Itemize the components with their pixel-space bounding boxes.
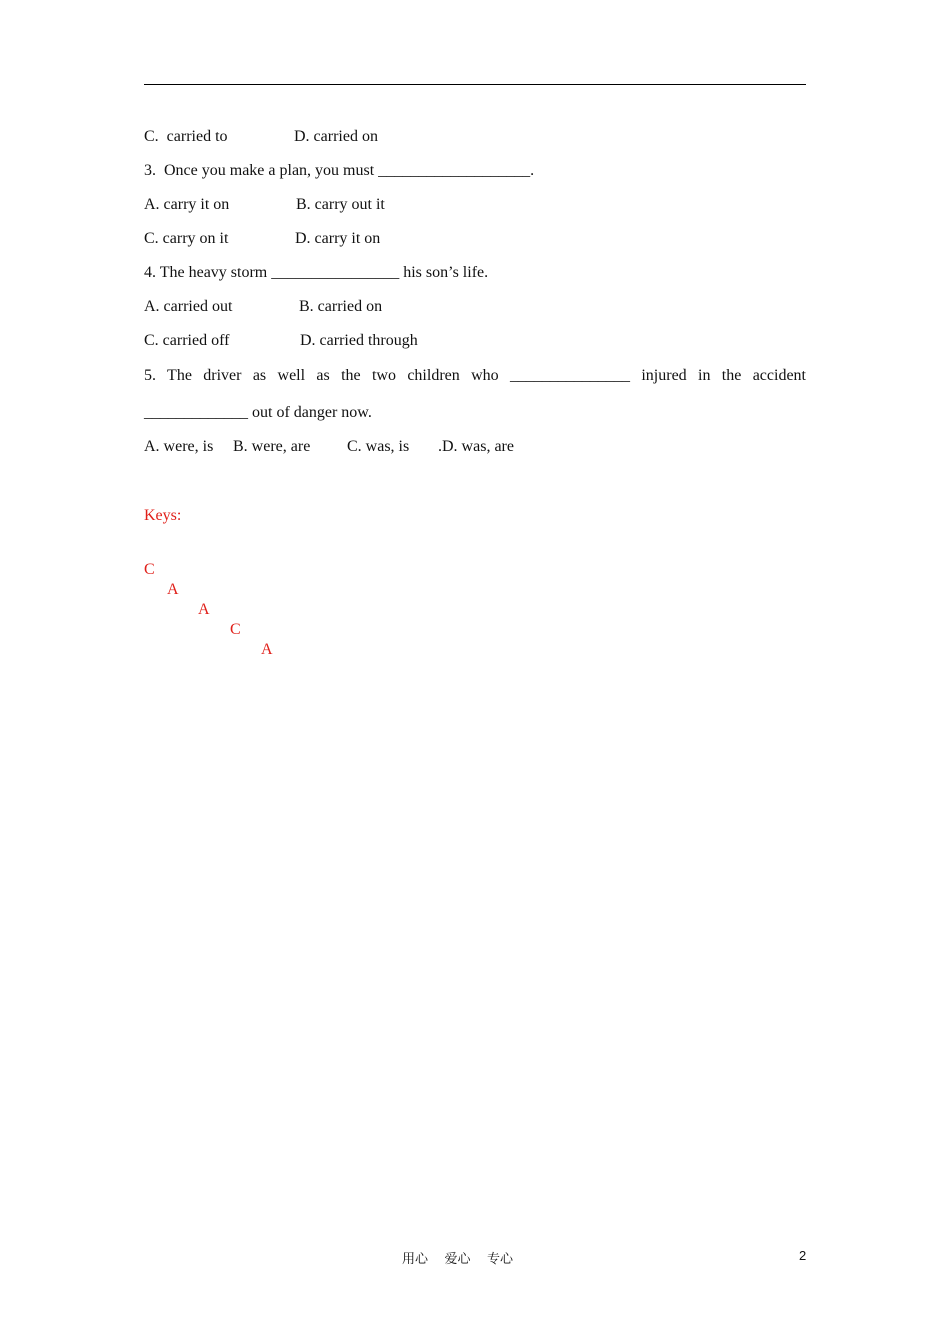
q2-option-d: D. carried on	[294, 128, 378, 145]
q3-option-a: A. carry it on	[144, 196, 230, 213]
q4-option-b: B. carried on	[299, 298, 383, 315]
q4-option-a: A. carried out	[144, 298, 233, 315]
keys-answers	[0, 540, 950, 658]
q4-stem: 4. The heavy storm ________________ his son’s life.	[144, 264, 489, 281]
q3-option-c: C. carry on it	[144, 230, 229, 247]
q4-option-c: C. carried off	[144, 332, 230, 349]
q5-option-c: C. was, is	[347, 438, 410, 455]
key-answer-4: C	[230, 621, 241, 638]
key-answer-1: C	[144, 561, 155, 578]
key-answer-3: A	[198, 601, 210, 618]
q5-stem-line1: 5. The driver as well as the two children who _______________ injured in the accident	[144, 367, 806, 384]
key-answer-2: A	[167, 581, 179, 598]
q3-option-b: B. carry out it	[296, 196, 385, 213]
page-number: 2	[799, 1248, 807, 1263]
q5-option-d: .D. was, are	[438, 438, 514, 455]
q5-option-b: B. were, are	[233, 438, 311, 455]
key-answer-5: A	[261, 641, 273, 658]
q5-option-a: A. were, is	[144, 438, 214, 455]
q2-option-c: C. carried to	[144, 128, 228, 145]
q3-option-d: D. carry it on	[295, 230, 381, 247]
footer-motto: 用心 爱心 专心	[402, 1252, 514, 1267]
q5-stem-line2: _____________ out of danger now.	[144, 404, 372, 421]
keys-label: Keys:	[144, 507, 182, 524]
q4-option-d: D. carried through	[300, 332, 418, 349]
q3-stem: 3. Once you make a plan, you must ___________________.	[144, 162, 535, 179]
header-rule	[144, 84, 806, 85]
